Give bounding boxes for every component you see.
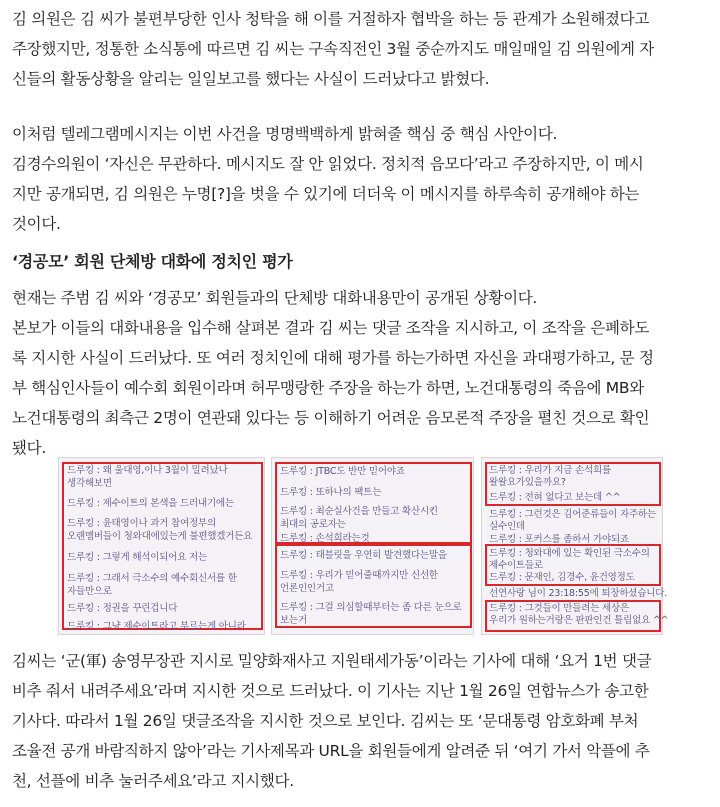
article-paragraph-2 (12, 119, 712, 239)
chat-message: 드루킹 : 그렇게 해석이되어요 저는 (67, 552, 207, 563)
text-line: 김씨는 ‘군(軍) 송영무장관 지시로 밀양화재사고 지원태세가동’이라는 기사에 대해 ‘요거 1번 댓글 (12, 652, 652, 670)
chat-message: 드루킹 : 우리가 믿어줄때까지만 신선한 (280, 570, 438, 581)
text-line: 조율전 공개 바람직하지 않아’라는 기사제목과 URL을 회원들에게 알려준 뒤 ‘여기 가서 악플에 추 (12, 742, 650, 760)
text-line: 현재는 주범 김 씨와 ‘경공모’ 회원들과의 단체방 대화내용만이 공개된 상황이다. (12, 289, 538, 307)
chat-message: 언론인인거고 (280, 583, 334, 594)
text-line: 본보가 이들의 대화내용을 입수해 살펴본 결과 김 씨는 댓글 조작을 지시하고, 이 조작을 은폐하도 (12, 319, 650, 337)
chat-message: 우리가 원하는거랑은 판판인건 틀림없요 ^^ (489, 615, 669, 626)
chat-message: 최대의 공로자는 (280, 519, 346, 530)
chat-message: 드루킹 : 그것들이 만들려는 세상은 (489, 603, 629, 614)
article-paragraph-3 (12, 283, 712, 463)
chat-message: 드루킹 : 손석희라는것 (280, 533, 370, 544)
chat-message: 선연사랑 님이 23:18:55에 퇴장하셨습니다. (489, 588, 668, 599)
text-line: 됐다. (12, 439, 46, 457)
text-line: 기사다. 따라서 1월 26일 댓글조작을 지시한 것으로 보인다. 김씨는 또 ‘문대통령 암호화폐 부처 (12, 712, 639, 730)
text-line: 이처럼 텔레그램메시지는 이번 사건을 명명백백하게 밝혀줄 핵심 중 핵심 사안이다. (12, 125, 558, 143)
chat-message: 드루킹 : 전혀 없다고 보는데 ^^ (489, 492, 621, 503)
text-line: 천, 선플에 비추 눌러주세요’라고 지시했다. (12, 772, 294, 790)
chat-message: 드루킹 : 그래서 극소수의 예수회신서를 한 (67, 573, 237, 584)
chat-message: 드루킹 : 그냥 제수이트라고 부르는게 아니라 (67, 621, 246, 632)
chat-message: 드루킹 : 청와대에 있는 확인된 극소수의 (489, 548, 650, 559)
text-line: 지만 공개되면, 김 의원은 누명[?]을 벗을 수 있기에 더더욱 이 메시지를 하루속히 공개해야 하는 (12, 185, 640, 203)
chat-message: 드루킹 : 또하나의 팩트는 (280, 487, 382, 498)
chat-message: 보는거 (280, 615, 307, 626)
article-paragraph-4 (12, 646, 712, 796)
text-line: 노건대통령의 최측근 2명이 연관돼 있다는 등 이해하기 어려운 음모론적 주장을 펼친 것으로 확인 (12, 409, 650, 427)
chat-message: 드루킹 : 그걸 의심할때부터는 좀 다른 눈으로 (280, 602, 462, 613)
text-line: 비추 줘서 내려주세요’라며 지시한 것으로 드러났다. 이 기사는 지난 1월 26일 연합뉴스가 송고한 (12, 682, 649, 700)
chat-message: 드루킹 : 왜 울대영,이나 3월이 밀려났나 (67, 465, 228, 476)
chat-message: 드루킹 : 윤태영이나 과거 참여정부의 (67, 518, 216, 529)
article-paragraph-1 (12, 4, 712, 94)
text-line: 것이다. (12, 215, 61, 233)
chat-message: 드루킹 : 태블릿을 우연히 발견했다는말을 (280, 550, 447, 561)
text-line: 김 의원은 김 씨가 불편부당한 인사 청탁을 해 이를 거절하자 협박을 하는 등 관계가 소원해졌다고 (12, 10, 650, 28)
text-line: 록 지시한 사실이 드러났다. 또 여러 정치인에 대해 평가를 하는가하면 자신을 과대평가하고, 문 정 (12, 349, 654, 367)
chat-message: 자들만으로 (67, 586, 112, 597)
chat-screenshot-2 (271, 457, 474, 635)
chat-screenshot-3 (481, 457, 669, 635)
chat-message: 제수이트들로 (489, 560, 543, 571)
chat-screenshot-1 (58, 457, 265, 635)
chat-message: 드루킹 : 정권을 꾸린겁니다 (67, 603, 178, 614)
chat-message: 드루킹 : 포커스를 좀하서 가야되죠 (489, 534, 629, 545)
chat-message: 드루킹 : 그런것은 김어준류들이 자주하는 (489, 509, 656, 520)
section-heading: ‘경공모’ 회원 단체방 대화에 정치인 평가 (12, 252, 293, 271)
chat-message: 드루킹 : 제수이트의 본색을 드러내기에는 (67, 498, 234, 509)
chat-message: 드루킹 : JTBC도 반만 믿어야죠 (280, 466, 405, 477)
text-line: 김경수의원이 ‘자신은 무관하다. 메시지도 잘 안 읽었다. 정치적 음모다’라고 주장하지만, 이 메시 (12, 155, 644, 173)
chat-message: 드루킹 : 우리가 지금 손석희를 (489, 465, 612, 476)
chat-message: 오랜멤버들이 청와대에있는게 불편했겠거든요 (67, 531, 253, 542)
text-line: 부 핵심인사들이 예수회 회원이라며 허무맹랑한 주장을 하는가 하면, 노건대통령의 죽음에 MB와 (12, 379, 644, 397)
chat-message: 드루킹 : 문재인, 김경수, 윤건영정도 (489, 572, 635, 583)
chat-message: 드루킹 : 최순실사건을 만들고 확산시킨 (280, 506, 438, 517)
text-line: 신들의 활동상황을 알리는 일일보고를 했다는 사실이 드러났다고 밝혔다. (12, 70, 490, 88)
text-line: 주장했지만, 정통한 소식통에 따르면 김 씨는 구속직전인 3월 중순까지도 매일매일 김 의원에게 자 (12, 40, 654, 58)
chat-message: 생각해보면 (67, 478, 112, 489)
chat-message: 실수인데 (489, 521, 525, 532)
chat-message: 왈왈요가있을까요? (489, 477, 566, 488)
